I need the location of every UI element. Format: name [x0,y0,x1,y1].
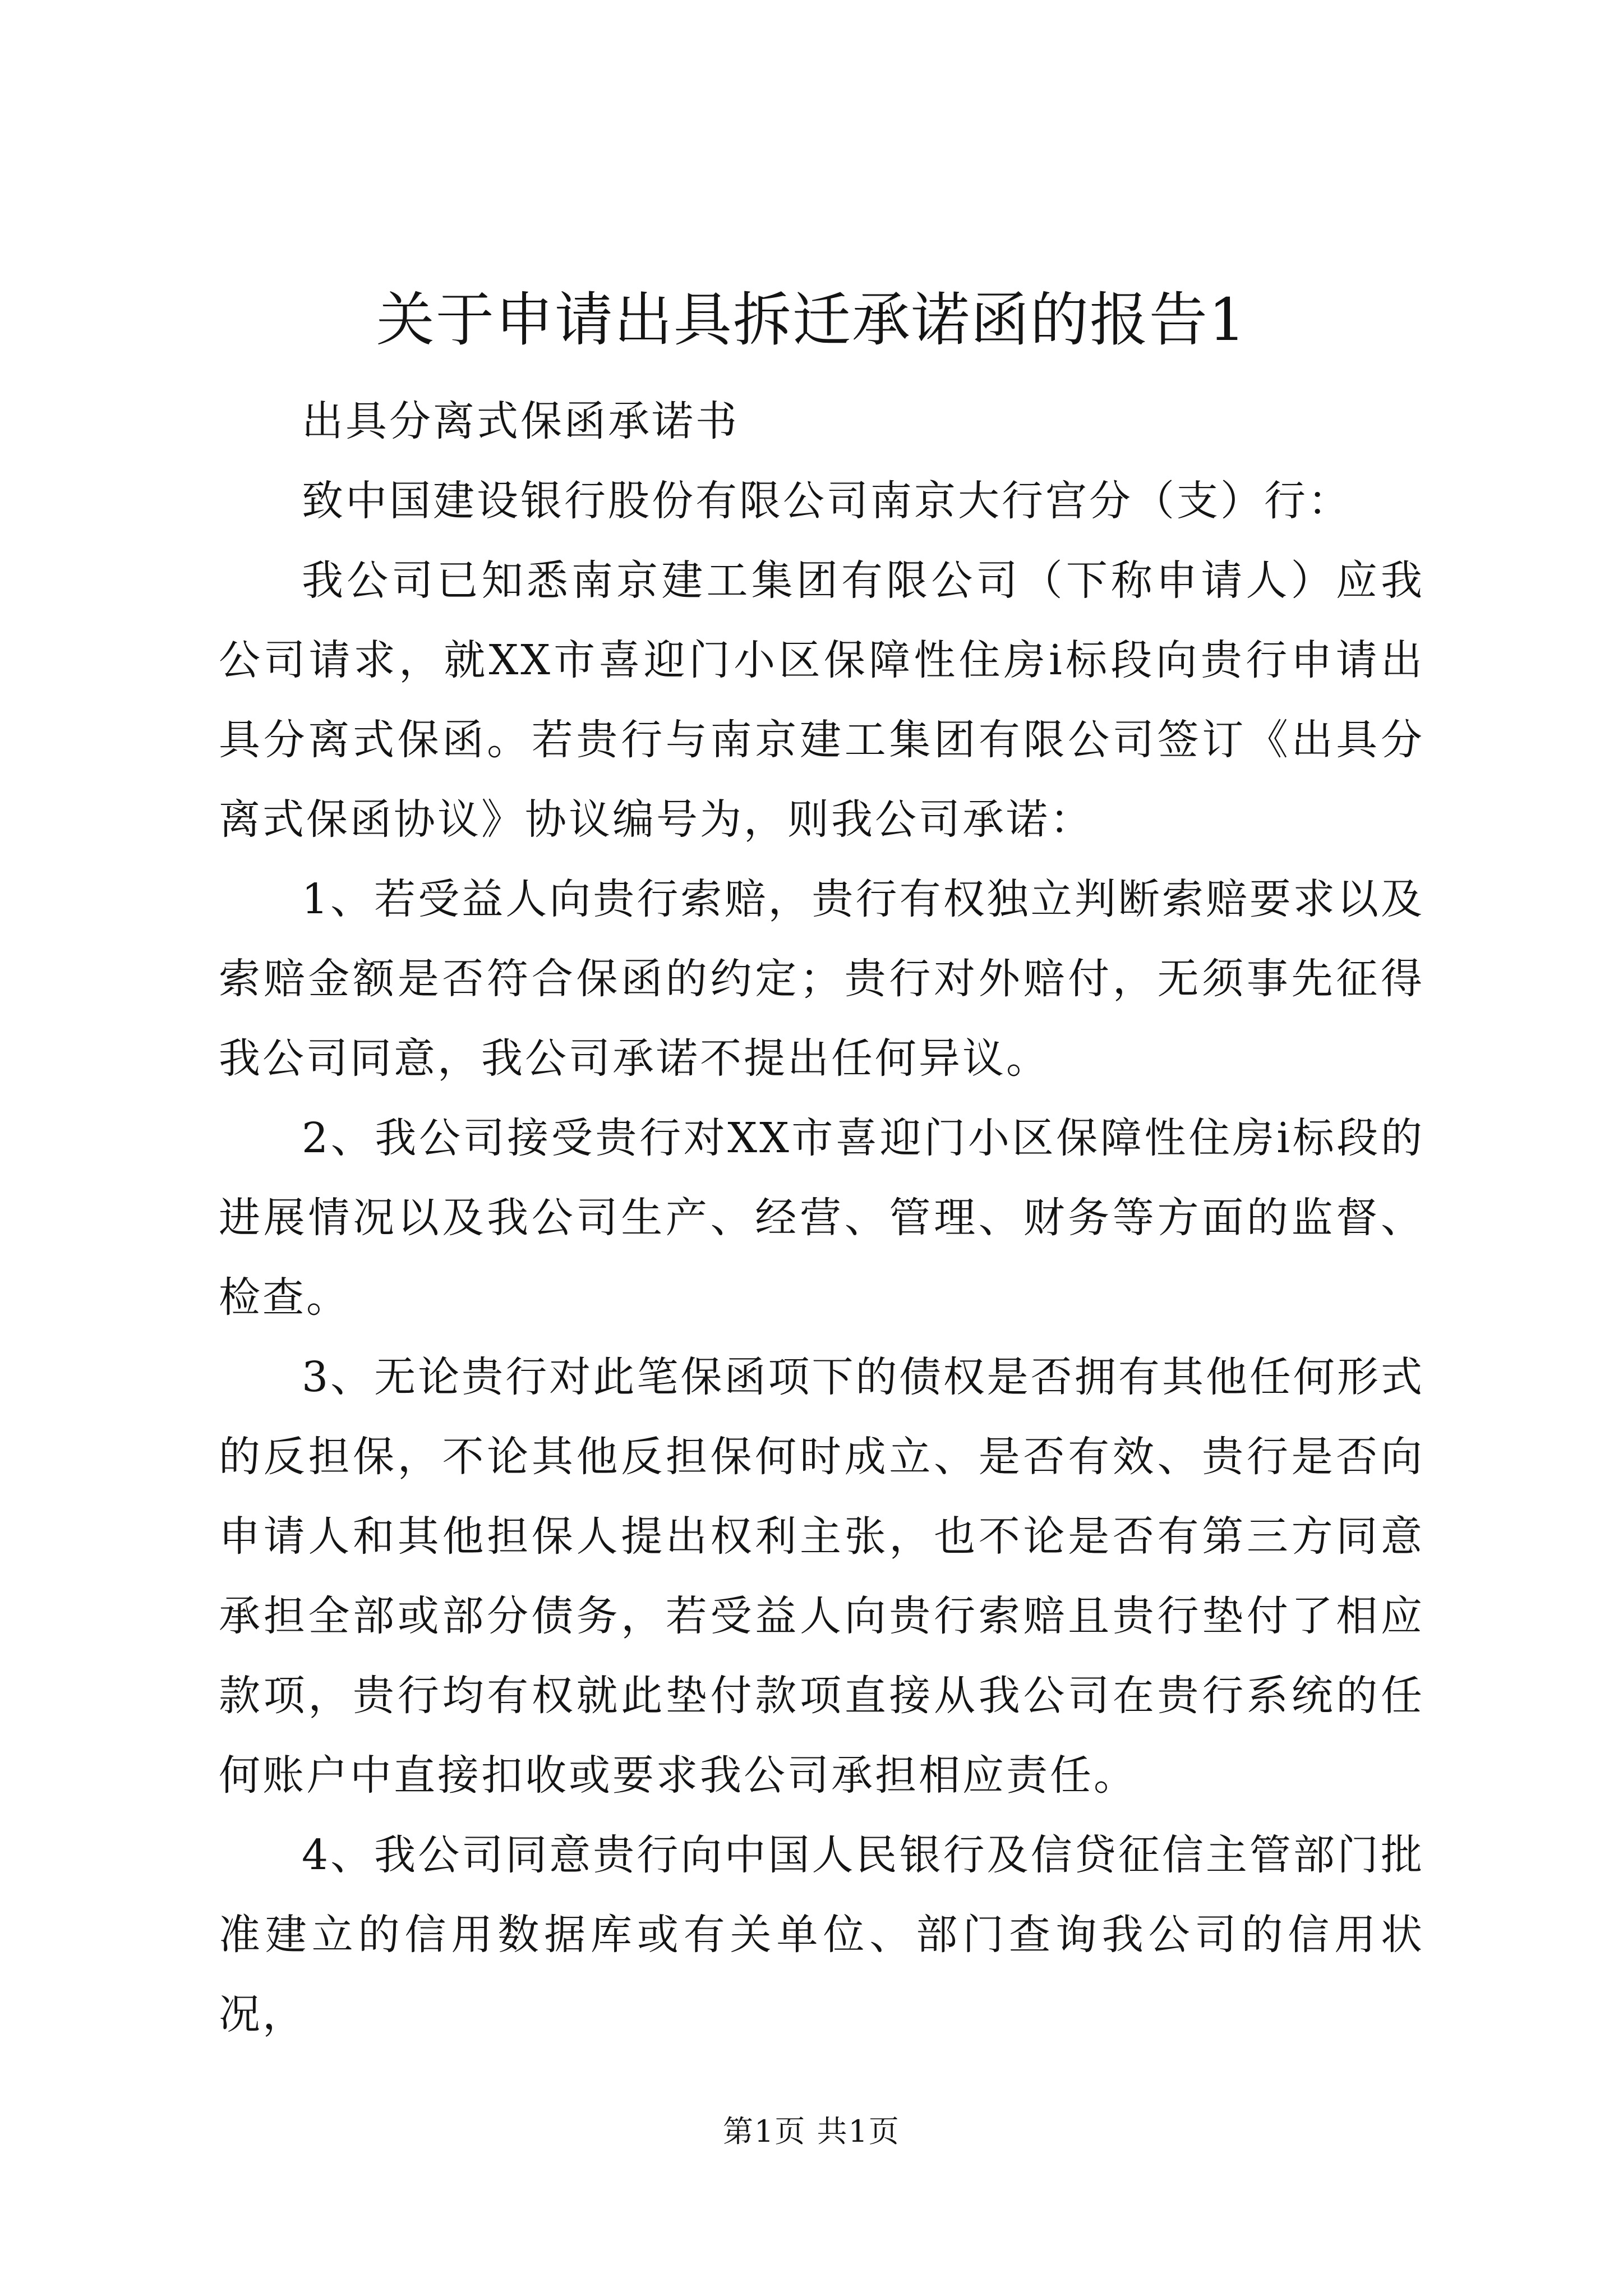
document-title: 关于申请出具拆迁承诺函的报告1 [376,286,1247,354]
paragraph-intro: 我公司已知悉南京建工集团有限公司（下称申请人）应我公司请求，就XX市喜迎门小区保障性住房i标段向贵行申请出具分离式保函。若贵行与南京建工集团有限公司签订《出具分离式保函协议》协议编号为，则我公司承诺： [219,556,1424,844]
page-footer: 第1页 共1页 [723,2114,900,2149]
paragraph-item-2: 2、我公司接受贵行对XX市喜迎门小区保障性住房i标段的进展情况以及我公司生产、经营、管理、财务等方面的监督、检查。 [219,1114,1424,1322]
paragraph-item-3: 3、无论贵行对此笔保函项下的债权是否拥有其他任何形式的反担保，不论其他反担保何时成立、是否有效、贵行是否向申请人和其他担保人提出权利主张，也不论是否有第三方同意承担全部或部分债务，若受益人向贵行索赔且贵行垫付了相应款项，贵行均有权就此垫付款项直接从我公司在贵行系统的任何账户中直接扣收或要求我公司承担相应责任。 [219,1353,1424,1800]
paragraph-item-1: 1、若受益人向贵行索赔，贵行有权独立判断索赔要求以及索赔金额是否符合保函的约定；贵行对外赔付，无须事先征得我公司同意，我公司承诺不提出任何异议。 [219,875,1424,1083]
paragraph-item-4: 4、我公司同意贵行向中国人民银行及信贷征信主管部门批准建立的信用数据库或有关单位、部门查询我公司的信用状况， [219,1831,1424,2039]
document-body [219,381,1424,2054]
paragraph-heading: 出具分离式保函承诺书 [302,397,739,445]
paragraph-addressee: 致中国建设银行股份有限公司南京大行宫分（支）行： [302,477,1352,525]
